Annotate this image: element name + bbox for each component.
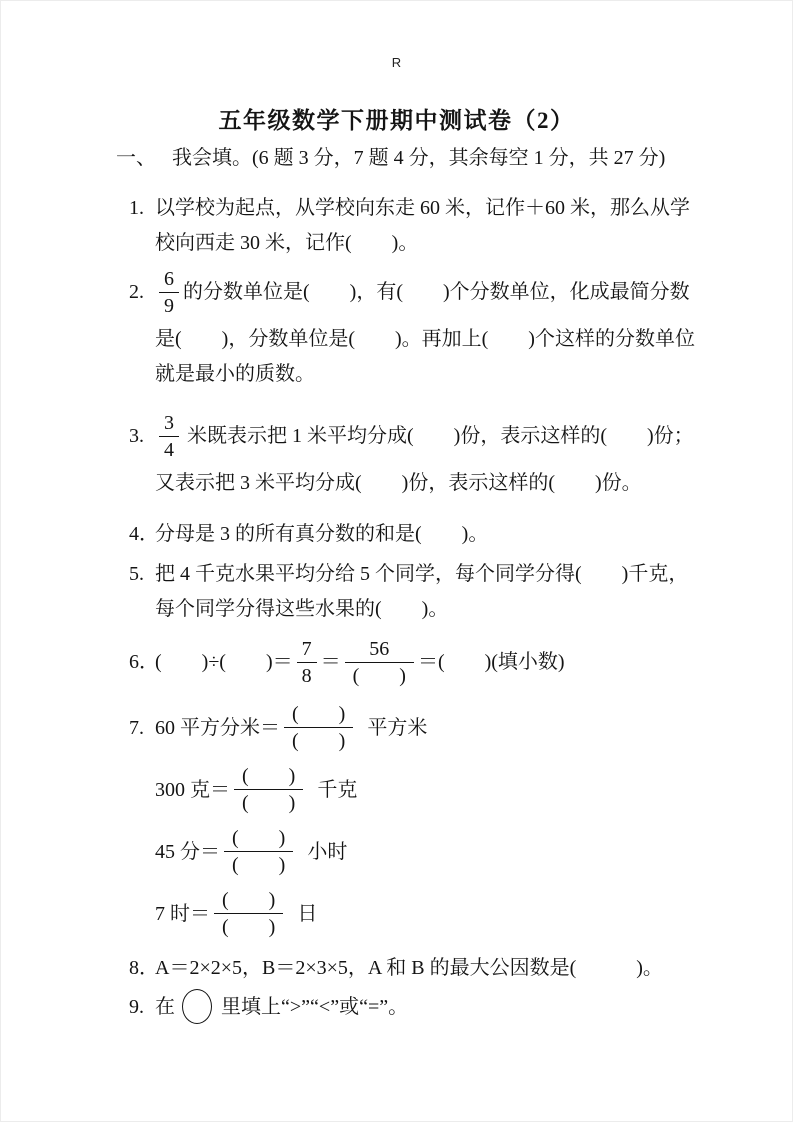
row-lhs: 300 克＝ <box>155 778 230 801</box>
question-6-pre: ( )÷( )＝ <box>155 651 293 674</box>
question-6-post: ＝( )(填小数) <box>417 651 565 674</box>
fraction-denominator-blank: ( ) <box>214 913 283 941</box>
fraction-denominator-blank: ( ) <box>345 662 414 690</box>
conversion-row-gram <box>155 759 427 821</box>
question-4-text: 分母是 3 的所有真分数的和是( )。 <box>155 523 489 545</box>
question-6 <box>129 635 707 692</box>
fraction-numerator-blank: ( ) <box>292 702 346 725</box>
row-lhs: 60 平方分米＝ <box>155 716 280 739</box>
question-1-number: 1. <box>129 197 144 219</box>
question-3-text: 米既表示把 1 米平均分成( )份，表示这样的( )份；又表示把 3 米平均分成( )份，表示这样的( )份。 <box>155 425 694 494</box>
question-2 <box>129 265 707 392</box>
row-unit: 日 <box>297 902 318 925</box>
question-3-number: 3. <box>129 425 144 448</box>
question-7-rows <box>155 697 427 945</box>
fraction-denominator-blank: ( ) <box>284 727 353 755</box>
question-2-number: 2. <box>129 281 144 304</box>
question-9-number: 9. <box>129 996 144 1019</box>
fraction-6-9 <box>159 267 179 320</box>
fraction-denominator-blank: ( ) <box>224 851 293 879</box>
row-unit: 小时 <box>307 840 348 863</box>
question-9-pre: 在 <box>155 996 175 1019</box>
fraction-56-blank <box>345 637 414 690</box>
section-heading <box>116 141 707 176</box>
row-unit: 千克 <box>317 778 358 801</box>
row-unit: 平方米 <box>367 716 428 739</box>
question-8-text: A＝2×2×5，B＝2×3×5，A 和 B 的最大公因数是( )。 <box>155 957 663 979</box>
header-mark: R <box>391 55 402 70</box>
question-1-text: 以学校为起点，从学校向东走 60 米，记作＋60 米，那么从学校向西走 30 米，记作( )。 <box>155 197 690 254</box>
question-5-text: 把 4 千克水果平均分给 5 个同学，每个同学分得( )千克，每个同学分得这些水果的( )。 <box>155 563 689 620</box>
fraction-numerator: 7 <box>301 638 312 660</box>
question-3 <box>129 409 707 501</box>
comparison-circle-blank <box>182 989 212 1024</box>
row-lhs: 45 分＝ <box>155 840 220 863</box>
question-7-number: 7. <box>129 717 144 739</box>
fraction-denominator-blank: ( ) <box>234 789 303 817</box>
question-2-text: 的分数单位是( )，有( )个分数单位，化成最简分数是( )，分数单位是( )。再加上( )个这样的分数单位就是最小的质数。 <box>155 281 695 385</box>
question-9-post: 里填上“>”“<”或“=”。 <box>221 996 409 1019</box>
question-7 <box>129 697 707 945</box>
blank-fraction <box>224 826 293 879</box>
fraction-numerator: 6 <box>164 268 174 290</box>
conversion-row-minute <box>155 821 427 883</box>
blank-fraction <box>214 888 283 941</box>
conversion-row-sqdm <box>155 697 427 759</box>
fraction-denominator: 4 <box>159 436 179 464</box>
question-6-equals: ＝ <box>320 651 341 674</box>
fraction-7-8 <box>297 637 317 690</box>
fraction-numerator-blank: ( ) <box>232 826 286 849</box>
page-title: 五年级数学下册期中测试卷（2） <box>218 108 575 133</box>
fraction-numerator-blank: ( ) <box>242 764 296 787</box>
fraction-numerator: 3 <box>164 412 174 434</box>
question-5 <box>129 557 707 627</box>
question-8 <box>129 951 707 986</box>
question-8-number: 8． <box>129 957 159 979</box>
conversion-row-hour <box>155 883 427 945</box>
blank-fraction <box>284 702 353 755</box>
question-5-number: 5. <box>129 563 144 585</box>
question-4 <box>129 517 707 552</box>
question-4-number: 4． <box>129 523 159 545</box>
blank-fraction <box>234 764 303 817</box>
fraction-numerator-blank: ( ) <box>222 888 276 911</box>
fraction-3-4 <box>159 411 179 464</box>
row-lhs: 7 时＝ <box>155 902 210 925</box>
section-heading-text: 我会填。(6 题 3 分，7 题 4 分，其余每空 1 分，共 27 分) <box>172 147 666 169</box>
fraction-numerator: 56 <box>369 638 390 660</box>
question-6-number: 6． <box>129 651 159 674</box>
fraction-denominator: 9 <box>159 292 179 320</box>
question-1 <box>129 191 707 261</box>
section-label: 一、 <box>116 147 156 169</box>
question-9 <box>129 989 707 1028</box>
fraction-denominator: 8 <box>297 662 317 690</box>
